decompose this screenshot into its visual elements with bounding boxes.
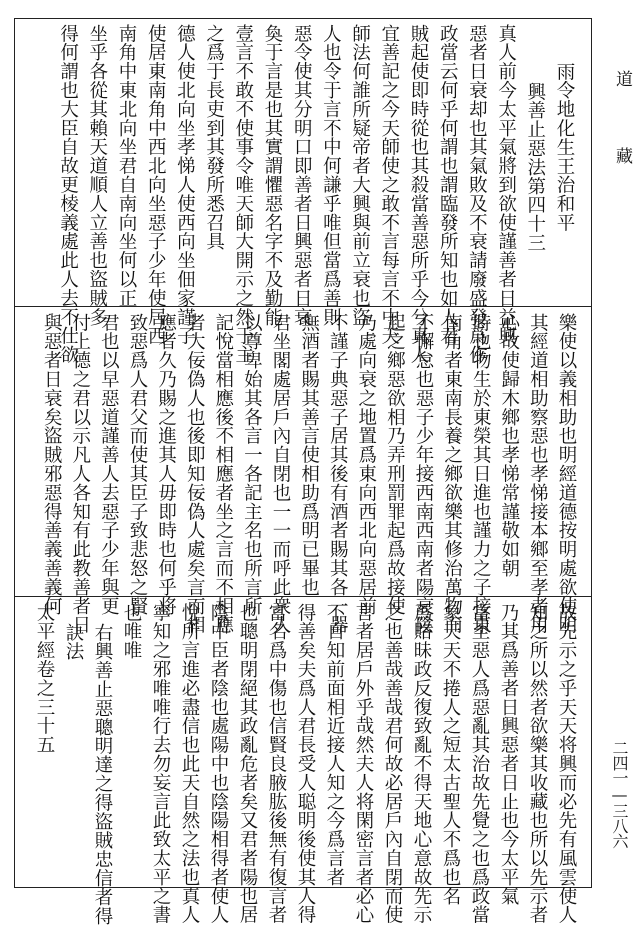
- text-column: 德人使北向坐孝悌人使西向坐佃家謹子: [174, 24, 196, 346]
- text-column: 時也物生於東榮其日進也謹力之子接東: [470, 313, 492, 635]
- text-column: 與惡者日衰矣盜賊邪惡得善義善義何: [41, 313, 63, 616]
- text-column: 惡令使其分明口即善者日興惡者日衰: [291, 24, 313, 327]
- text-column: 之也善哉善哉君何故必居戶內自閉而使: [382, 603, 403, 925]
- text-column: 寧知之邪唯唯行去勿妄言此致太平之書: [150, 603, 171, 925]
- text-column: 賊起使即時從也其殺當善惡所乎今兮真人: [408, 24, 429, 365]
- text-column: 真人前今太平氣將到欲使謹善者日益興: [495, 24, 517, 346]
- text-column: 記悅當相應後不相應者坐之言而不相應: [212, 313, 234, 635]
- side-label-bottom: 二四一—三八六: [610, 740, 629, 848]
- text-column: 南角中東北向坐君自南向坐何以正: [116, 24, 137, 308]
- text-column: 奐于言是也其實謂懼惡名字不及勤能: [262, 24, 283, 327]
- text-column: 象天天不捲人之短太古聖人不爲也名: [440, 603, 461, 906]
- text-column: 壹言不敢不使事令唯天師大開示之然于主: [232, 24, 254, 365]
- text-column: 使居東南角中西北向坐惡子少年使居西: [145, 24, 167, 346]
- text-column: 起之鄉惡欲相乃弄刑罰罪起爲故接使: [384, 313, 406, 616]
- text-column: 興善止惡法第四十三: [524, 82, 546, 253]
- text-column: 得善矣夫爲人君長受人聪明後使其人得: [295, 603, 316, 925]
- text-column: 之爲于長吏到其發所悉召具: [203, 24, 225, 251]
- text-column: 故先示之乎天天将興而必先有風雲使人: [556, 603, 577, 925]
- text-column: 也唯唯: [121, 603, 142, 660]
- text-column: 付上德之君以示凡人各知有此教善者日: [69, 313, 91, 635]
- text-column: 樂使以義相助也明經道德按明處欲使明: [556, 313, 577, 635]
- text-column: 致惡爲人君父而使其臣子致悲怒之賢: [127, 313, 148, 616]
- text-column: 其經道相助察惡也孝悌接本鄉至孝者用: [527, 313, 549, 635]
- text-column: 言者居戶外乎哉然夫人将閑密言者必心: [353, 603, 374, 925]
- text-column: 坐乎各從其賴天道順人立善也盜賊多: [86, 24, 108, 327]
- text-column: 乃處向衰之地置爲東向西北向惡居前: [355, 313, 377, 616]
- text-column: 富名爲中傷也信賢良腋肱後無有復言者: [266, 603, 287, 925]
- text-column: 人也令于言不中何謙乎唯但當爲善則: [320, 24, 342, 327]
- text-column: 不懈怠也惡子少年接西南西南者陽衰陰: [413, 313, 434, 635]
- text-column: 太平經卷之三十五: [34, 603, 55, 755]
- side-label-top: 道 藏: [612, 70, 632, 184]
- text-column: 不自知前面相近接人知之今爲言者: [324, 603, 345, 887]
- text-column: 師法何誰所疑帝者大興與前立衰也盜: [349, 24, 371, 327]
- text-column: 得何謂也大臣自故更棱義處此人去不仕欲: [57, 24, 79, 365]
- text-column: 也聰明閉絕其政亂危者矣又君者陽也居: [237, 603, 258, 925]
- text-column: 爲賂昧政反復致亂不得天地心意故先示: [411, 603, 432, 925]
- text-column: 君也以早惡道謹善人去惡子少年與更: [98, 313, 120, 616]
- text-column: 應者久乃賜之進其人毋即時也何乎将: [155, 313, 177, 616]
- text-column: 君坐閣處居戶內自閉也一一而呼此衆人: [270, 313, 291, 635]
- text-column: 不謹子典惡子居其後有酒者賜其各一器: [327, 313, 349, 635]
- text-column: 心故使歸木鄉也孝悌常謹敬如朝: [498, 313, 520, 578]
- text-column: 雨令地化生王治和平: [554, 62, 575, 233]
- text-column: 悅所言進必盡信也此天自然之法也真人: [179, 603, 200, 925]
- text-column: 以尊卑始其各言一各記主名也所言所: [241, 313, 263, 616]
- text-column: 陰中臣者陰也處陽中也陰陽相得者使人: [208, 603, 229, 925]
- text-column: 宜善記之今天師使之敢不言每言不中天: [378, 24, 400, 346]
- text-column: 訣法: [63, 623, 84, 661]
- text-column: 乃其爲善者日興惡者日止也今太平氣: [498, 603, 519, 906]
- text-column: 無酒者賜其善言使相助爲明已畢也: [298, 313, 320, 597]
- text-column: 右興善止惡聰明達之得盜賊忠信者得: [92, 623, 113, 925]
- text-column: 政當云何乎何謂也謂臨發所知也如人君: [437, 24, 459, 346]
- text-column: 知之所以然者欲樂其收藏也所以先示者: [527, 603, 548, 925]
- text-column: 當至惡人爲惡亂其治故先覺之也爲政當: [469, 603, 490, 925]
- text-column: 者大佞偽人也後即知佞偽人處矣言而相: [184, 313, 206, 635]
- text-column: 惡者日衰却也其氣敗及不衰請廢盛發爲作: [466, 24, 488, 365]
- text-column: 南角者東南長養之鄉欲樂其修治萬物而: [441, 313, 463, 635]
